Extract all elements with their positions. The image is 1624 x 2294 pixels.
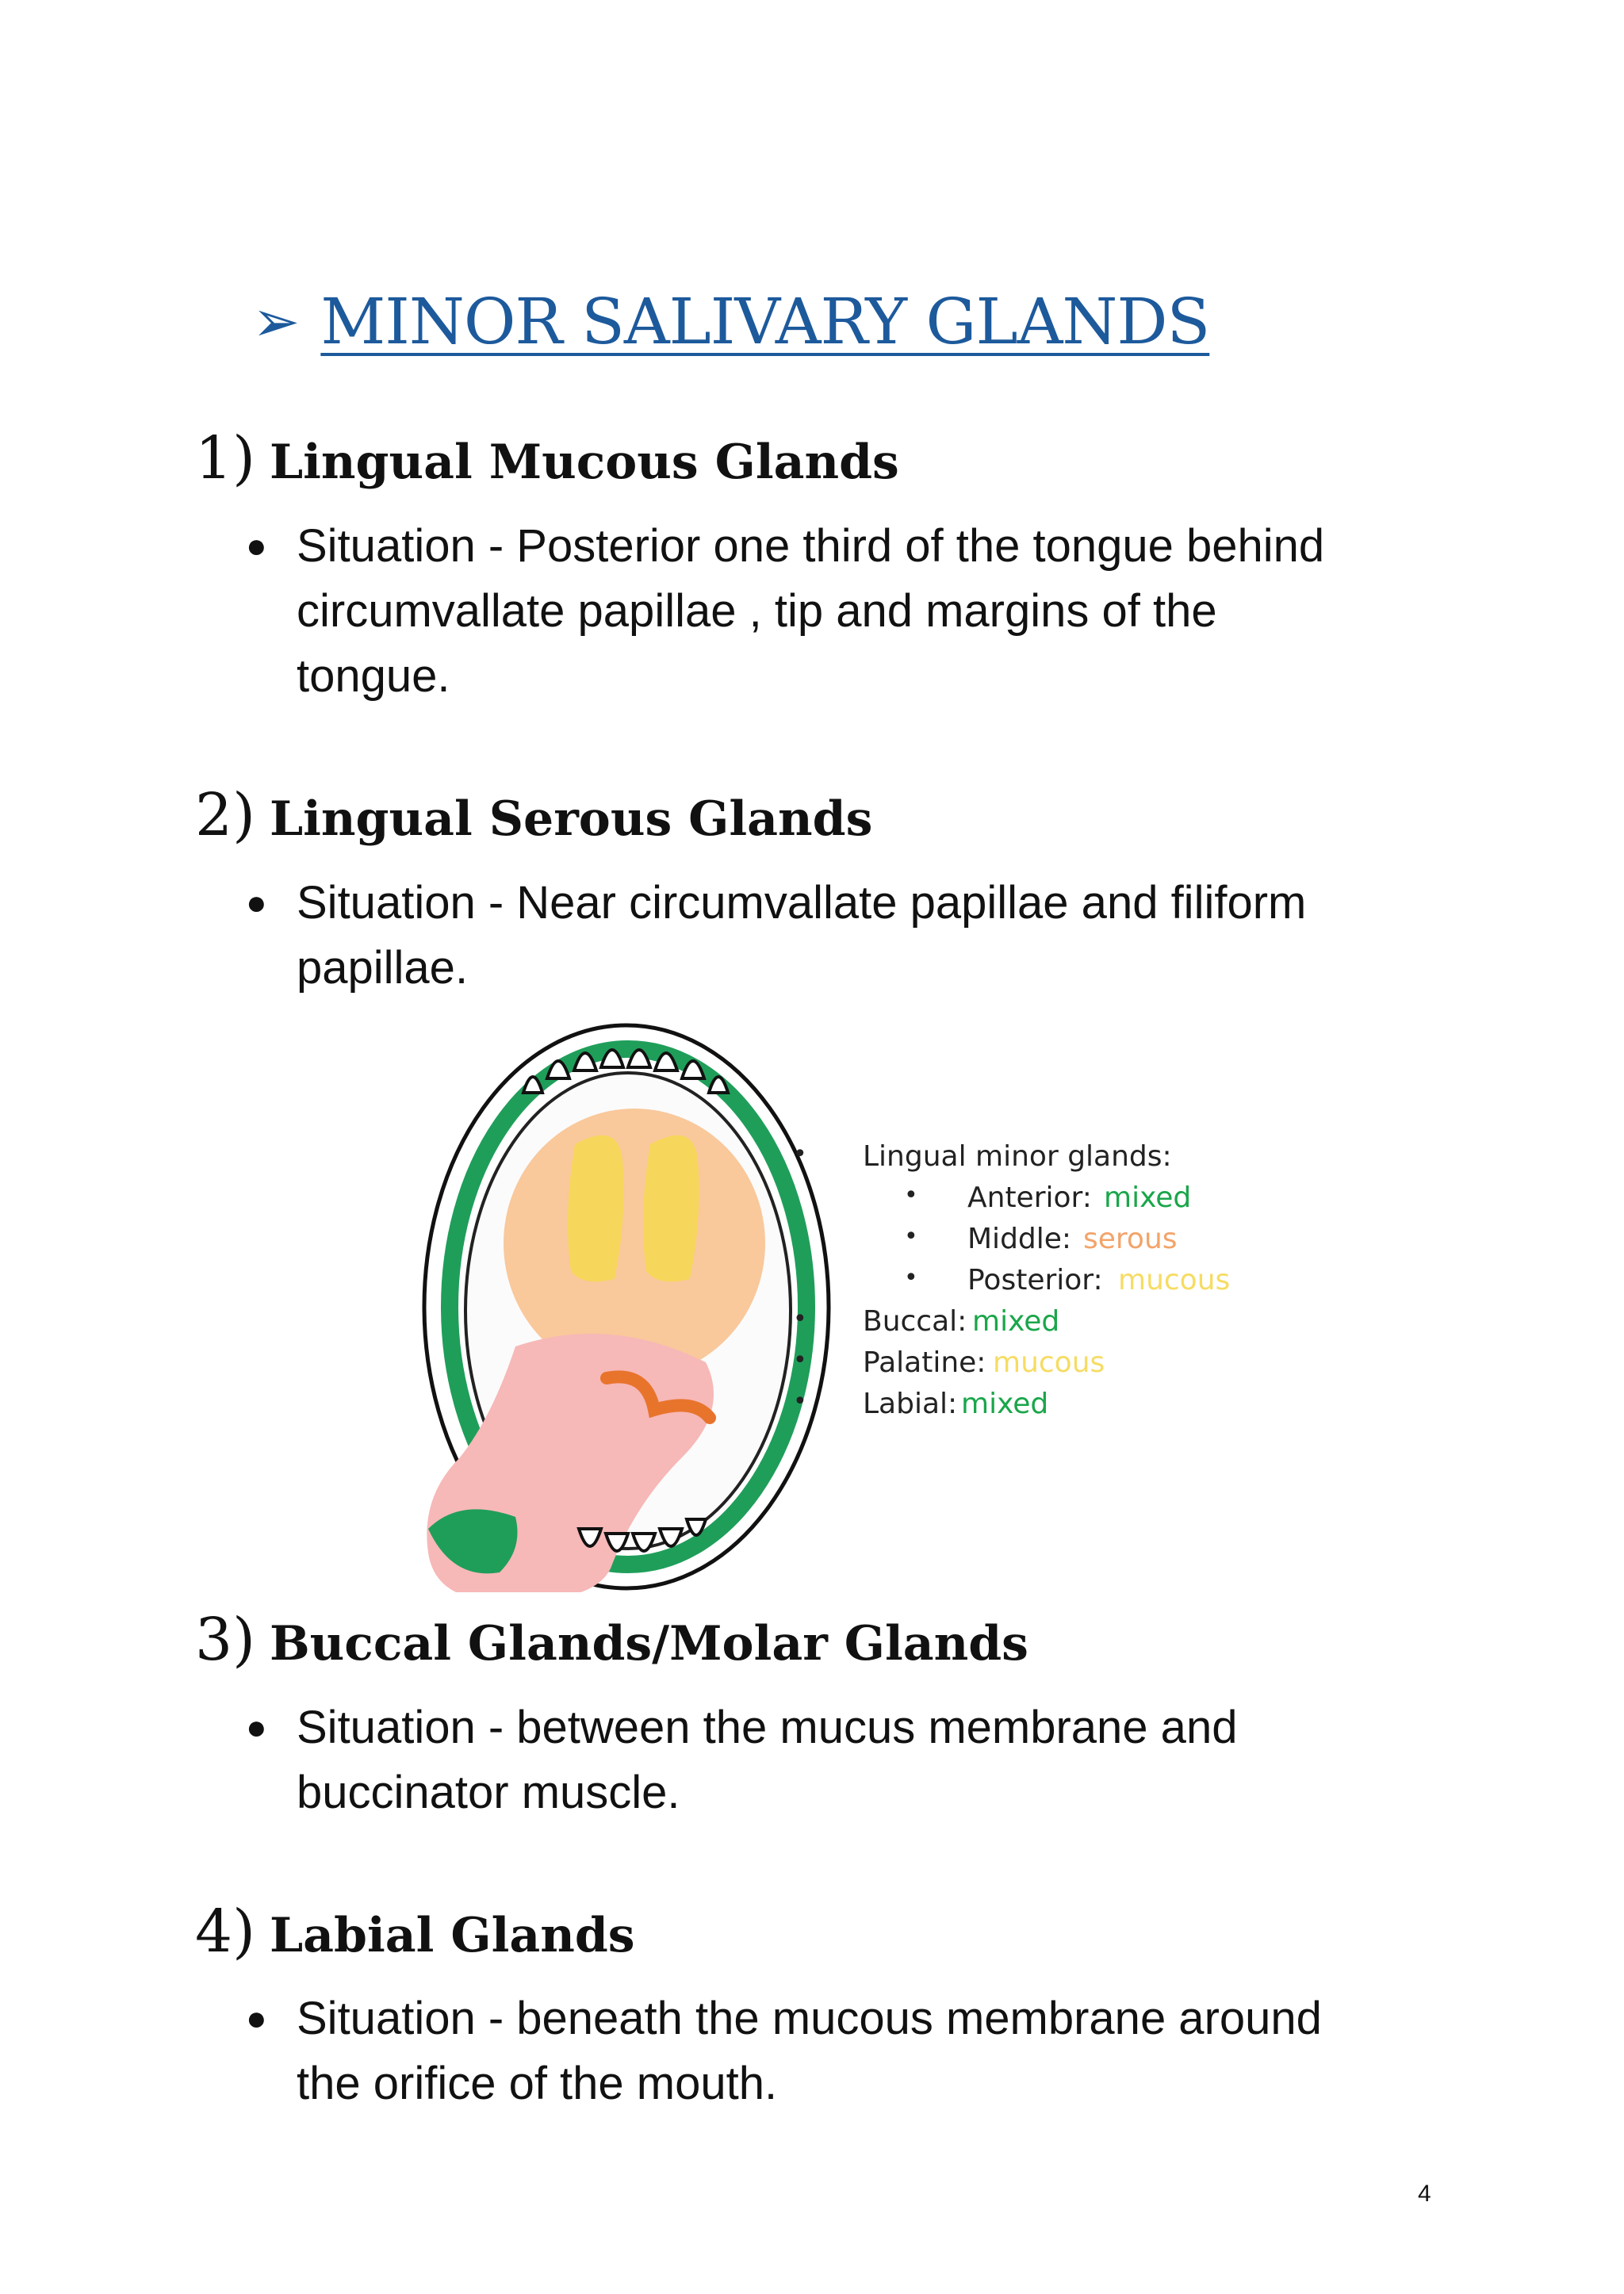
section-title: Lingual Serous Glands bbox=[269, 791, 873, 847]
page-number: 4 bbox=[1418, 2181, 1431, 2207]
page-title bbox=[252, 278, 1209, 365]
bullet-line: Situation - beneath the mucous membrane around bbox=[297, 1993, 1322, 2044]
bullet-dot-icon: ● bbox=[246, 1999, 267, 2038]
section-number: 2) bbox=[195, 781, 255, 849]
legend-bullet-icon: • bbox=[904, 1181, 918, 1209]
section-title: Buccal Glands/Molar Glands bbox=[269, 1616, 1028, 1672]
legend-bullet-icon: • bbox=[904, 1264, 918, 1292]
bullet-text bbox=[297, 871, 1438, 1001]
legend-label: Labial: bbox=[863, 1388, 958, 1420]
legend-value: mixed bbox=[961, 1388, 1049, 1420]
bullet-line: circumvallate papillae , tip and margins of the bbox=[297, 585, 1217, 637]
title-text: MINOR SALIVARY GLANDS bbox=[320, 284, 1210, 358]
section-number: 3) bbox=[195, 1606, 255, 1674]
legend-bullet-icon: • bbox=[793, 1346, 807, 1374]
legend-label: Posterior: bbox=[967, 1264, 1103, 1296]
bullet-line: Situation - Posterior one third of the tongue behind bbox=[297, 520, 1325, 572]
legend-label: Anterior: bbox=[967, 1181, 1092, 1214]
bullet-text bbox=[297, 514, 1438, 709]
legend-label: Palatine: bbox=[863, 1346, 986, 1379]
legend-value: mixed bbox=[972, 1305, 1060, 1338]
bullet-line: tongue. bbox=[297, 650, 450, 702]
section-number: 1) bbox=[195, 424, 255, 492]
legend-value: serous bbox=[1083, 1223, 1178, 1255]
legend-label: Middle: bbox=[967, 1223, 1072, 1255]
section-heading-1 bbox=[195, 424, 899, 492]
bullet-line: Situation - Near circumvallate papillae and filiform bbox=[297, 877, 1307, 929]
section-heading-3 bbox=[195, 1606, 1028, 1674]
bullet-text bbox=[297, 1695, 1438, 1825]
bullet-dot-icon: ● bbox=[246, 527, 267, 565]
legend-value: mucous bbox=[1118, 1264, 1231, 1296]
bullet-line: buccinator muscle. bbox=[297, 1767, 680, 1818]
legend-value: mixed bbox=[1104, 1181, 1192, 1214]
section-heading-4 bbox=[195, 1898, 635, 1966]
mouth-diagram bbox=[396, 1005, 1269, 1592]
bullet-line: the orifice of the mouth. bbox=[297, 2058, 778, 2109]
bullet-text bbox=[297, 1986, 1438, 2116]
section-number: 4) bbox=[195, 1898, 255, 1966]
bullet-dot-icon: ● bbox=[246, 883, 267, 922]
arrow-bullet-icon: ➢ bbox=[252, 288, 301, 354]
open-mouth-illustration bbox=[396, 1005, 841, 1592]
legend-label: Buccal: bbox=[863, 1305, 967, 1338]
bullet-line: Situation - between the mucus membrane and bbox=[297, 1702, 1238, 1753]
bullet-line: papillae. bbox=[297, 942, 469, 994]
section-title: Lingual Mucous Glands bbox=[269, 435, 899, 490]
legend-label: Lingual minor glands: bbox=[863, 1140, 1172, 1173]
legend-bullet-icon: • bbox=[793, 1388, 807, 1415]
legend-value: mucous bbox=[993, 1346, 1105, 1379]
legend-bullet-icon: • bbox=[793, 1140, 807, 1168]
section-heading-2 bbox=[195, 781, 872, 849]
legend-bullet-icon: • bbox=[904, 1223, 918, 1250]
bullet-dot-icon: ● bbox=[246, 1708, 267, 1747]
legend-bullet-icon: • bbox=[793, 1305, 807, 1333]
section-title: Labial Glands bbox=[269, 1908, 635, 1963]
